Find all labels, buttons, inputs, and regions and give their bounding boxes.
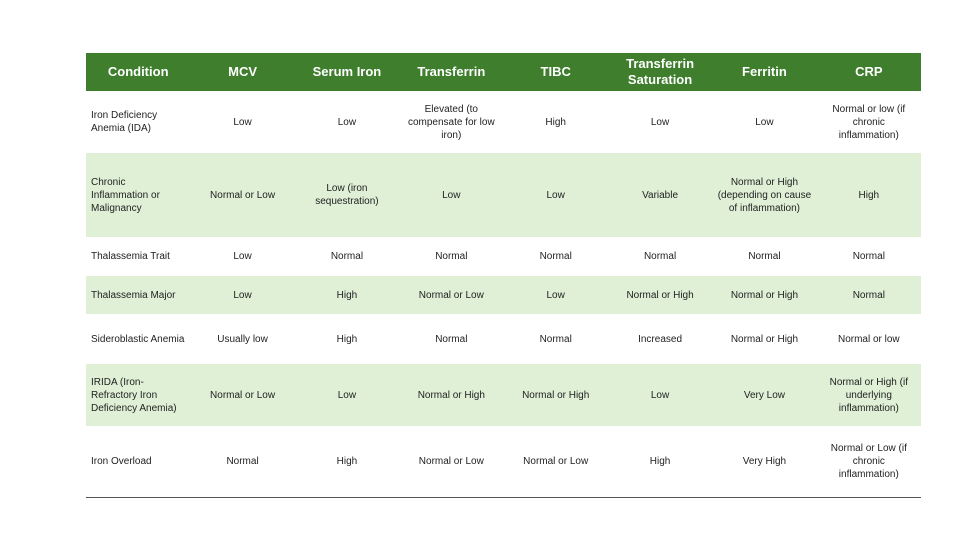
table-row — [86, 276, 921, 314]
column-header: TIBC — [504, 53, 608, 91]
value-cell: Low — [233, 251, 252, 262]
column-header: CRP — [817, 53, 921, 91]
value-cell: Normal or Low — [523, 455, 589, 467]
value-cell: Normal or Low (if chronic inflammation) — [830, 442, 907, 480]
value-cell: Normal — [817, 276, 921, 314]
value-cell: Normal — [435, 251, 468, 262]
value-cell: Normal — [748, 251, 781, 262]
value-cell: Increased — [638, 333, 683, 345]
value-cell: Low — [755, 116, 774, 128]
column-header: Serum Iron — [295, 53, 399, 91]
value-cell: Low — [504, 153, 608, 237]
value-cell: Usually low — [217, 333, 268, 345]
condition-cell: Sideroblastic Anemia — [91, 333, 185, 345]
value-cell: Normal or High (if underlying inflammation) — [817, 364, 921, 426]
value-cell: Low — [608, 364, 712, 426]
value-cell: Normal or Low — [190, 153, 294, 237]
condition-cell: Chronic Inflammation or Malignancy — [86, 153, 190, 237]
column-header: Transferrin Saturation — [608, 53, 712, 91]
value-cell: Normal or High — [399, 364, 503, 426]
table-row — [86, 426, 921, 497]
value-cell: Normal or High — [504, 364, 608, 426]
value-cell: Normal — [539, 333, 572, 345]
value-cell: Normal or High — [730, 333, 799, 345]
value-cell: Very Low — [712, 364, 816, 426]
value-cell: Low — [337, 116, 357, 128]
value-cell: High — [649, 455, 671, 467]
value-cell: Low — [190, 276, 294, 314]
condition-cell: IRIDA (Iron-Refractory Iron Deficiency Anemia) — [86, 364, 190, 426]
table-row — [86, 314, 921, 364]
value-cell: Normal or High (depending on cause of inflammation) — [712, 153, 816, 237]
table-row — [86, 153, 921, 237]
value-cell: Low — [504, 276, 608, 314]
value-cell: Low — [650, 116, 670, 128]
value-cell: Normal or Low — [399, 276, 503, 314]
value-cell: Low — [295, 364, 399, 426]
condition-cell: Iron Deficiency Anemia (IDA) — [91, 110, 158, 134]
value-cell: Variable — [608, 153, 712, 237]
value-cell: Normal — [539, 251, 572, 262]
value-cell: High — [295, 276, 399, 314]
value-cell: High — [336, 455, 358, 467]
table-row — [86, 364, 921, 426]
value-cell: Normal or low — [837, 333, 900, 345]
header-row — [86, 53, 921, 91]
value-cell: High — [336, 333, 358, 345]
table-row — [86, 237, 921, 276]
value-cell: High — [545, 116, 566, 128]
column-header: Transferrin — [399, 53, 503, 91]
value-cell: Normal — [852, 251, 885, 262]
value-cell: Normal or low (if chronic inflammation) — [832, 103, 906, 141]
column-header: Condition — [86, 53, 190, 91]
value-cell: Normal or High — [608, 276, 712, 314]
table-row — [86, 91, 921, 153]
value-cell: Normal — [435, 333, 468, 345]
value-cell: Normal or High — [712, 276, 816, 314]
value-cell: Low — [399, 153, 503, 237]
lab-comparison-table — [86, 53, 921, 498]
value-cell: Normal or Low — [418, 455, 484, 467]
value-cell: Low — [233, 116, 252, 128]
value-cell: Normal — [226, 455, 259, 467]
condition-cell: Iron Overload — [91, 455, 152, 467]
column-header: MCV — [190, 53, 294, 91]
value-cell: Normal or Low — [190, 364, 294, 426]
value-cell: Low (iron sequestration) — [295, 153, 399, 237]
column-header: Ferritin — [712, 53, 816, 91]
value-cell: Very High — [742, 455, 787, 467]
value-cell: Normal — [643, 251, 677, 262]
condition-cell: Thalassemia Trait — [91, 251, 170, 262]
value-cell: Normal — [330, 251, 364, 262]
condition-cell: Thalassemia Major — [86, 276, 190, 314]
value-cell: High — [817, 153, 921, 237]
value-cell: Elevated (to compensate for low iron) — [407, 103, 495, 141]
